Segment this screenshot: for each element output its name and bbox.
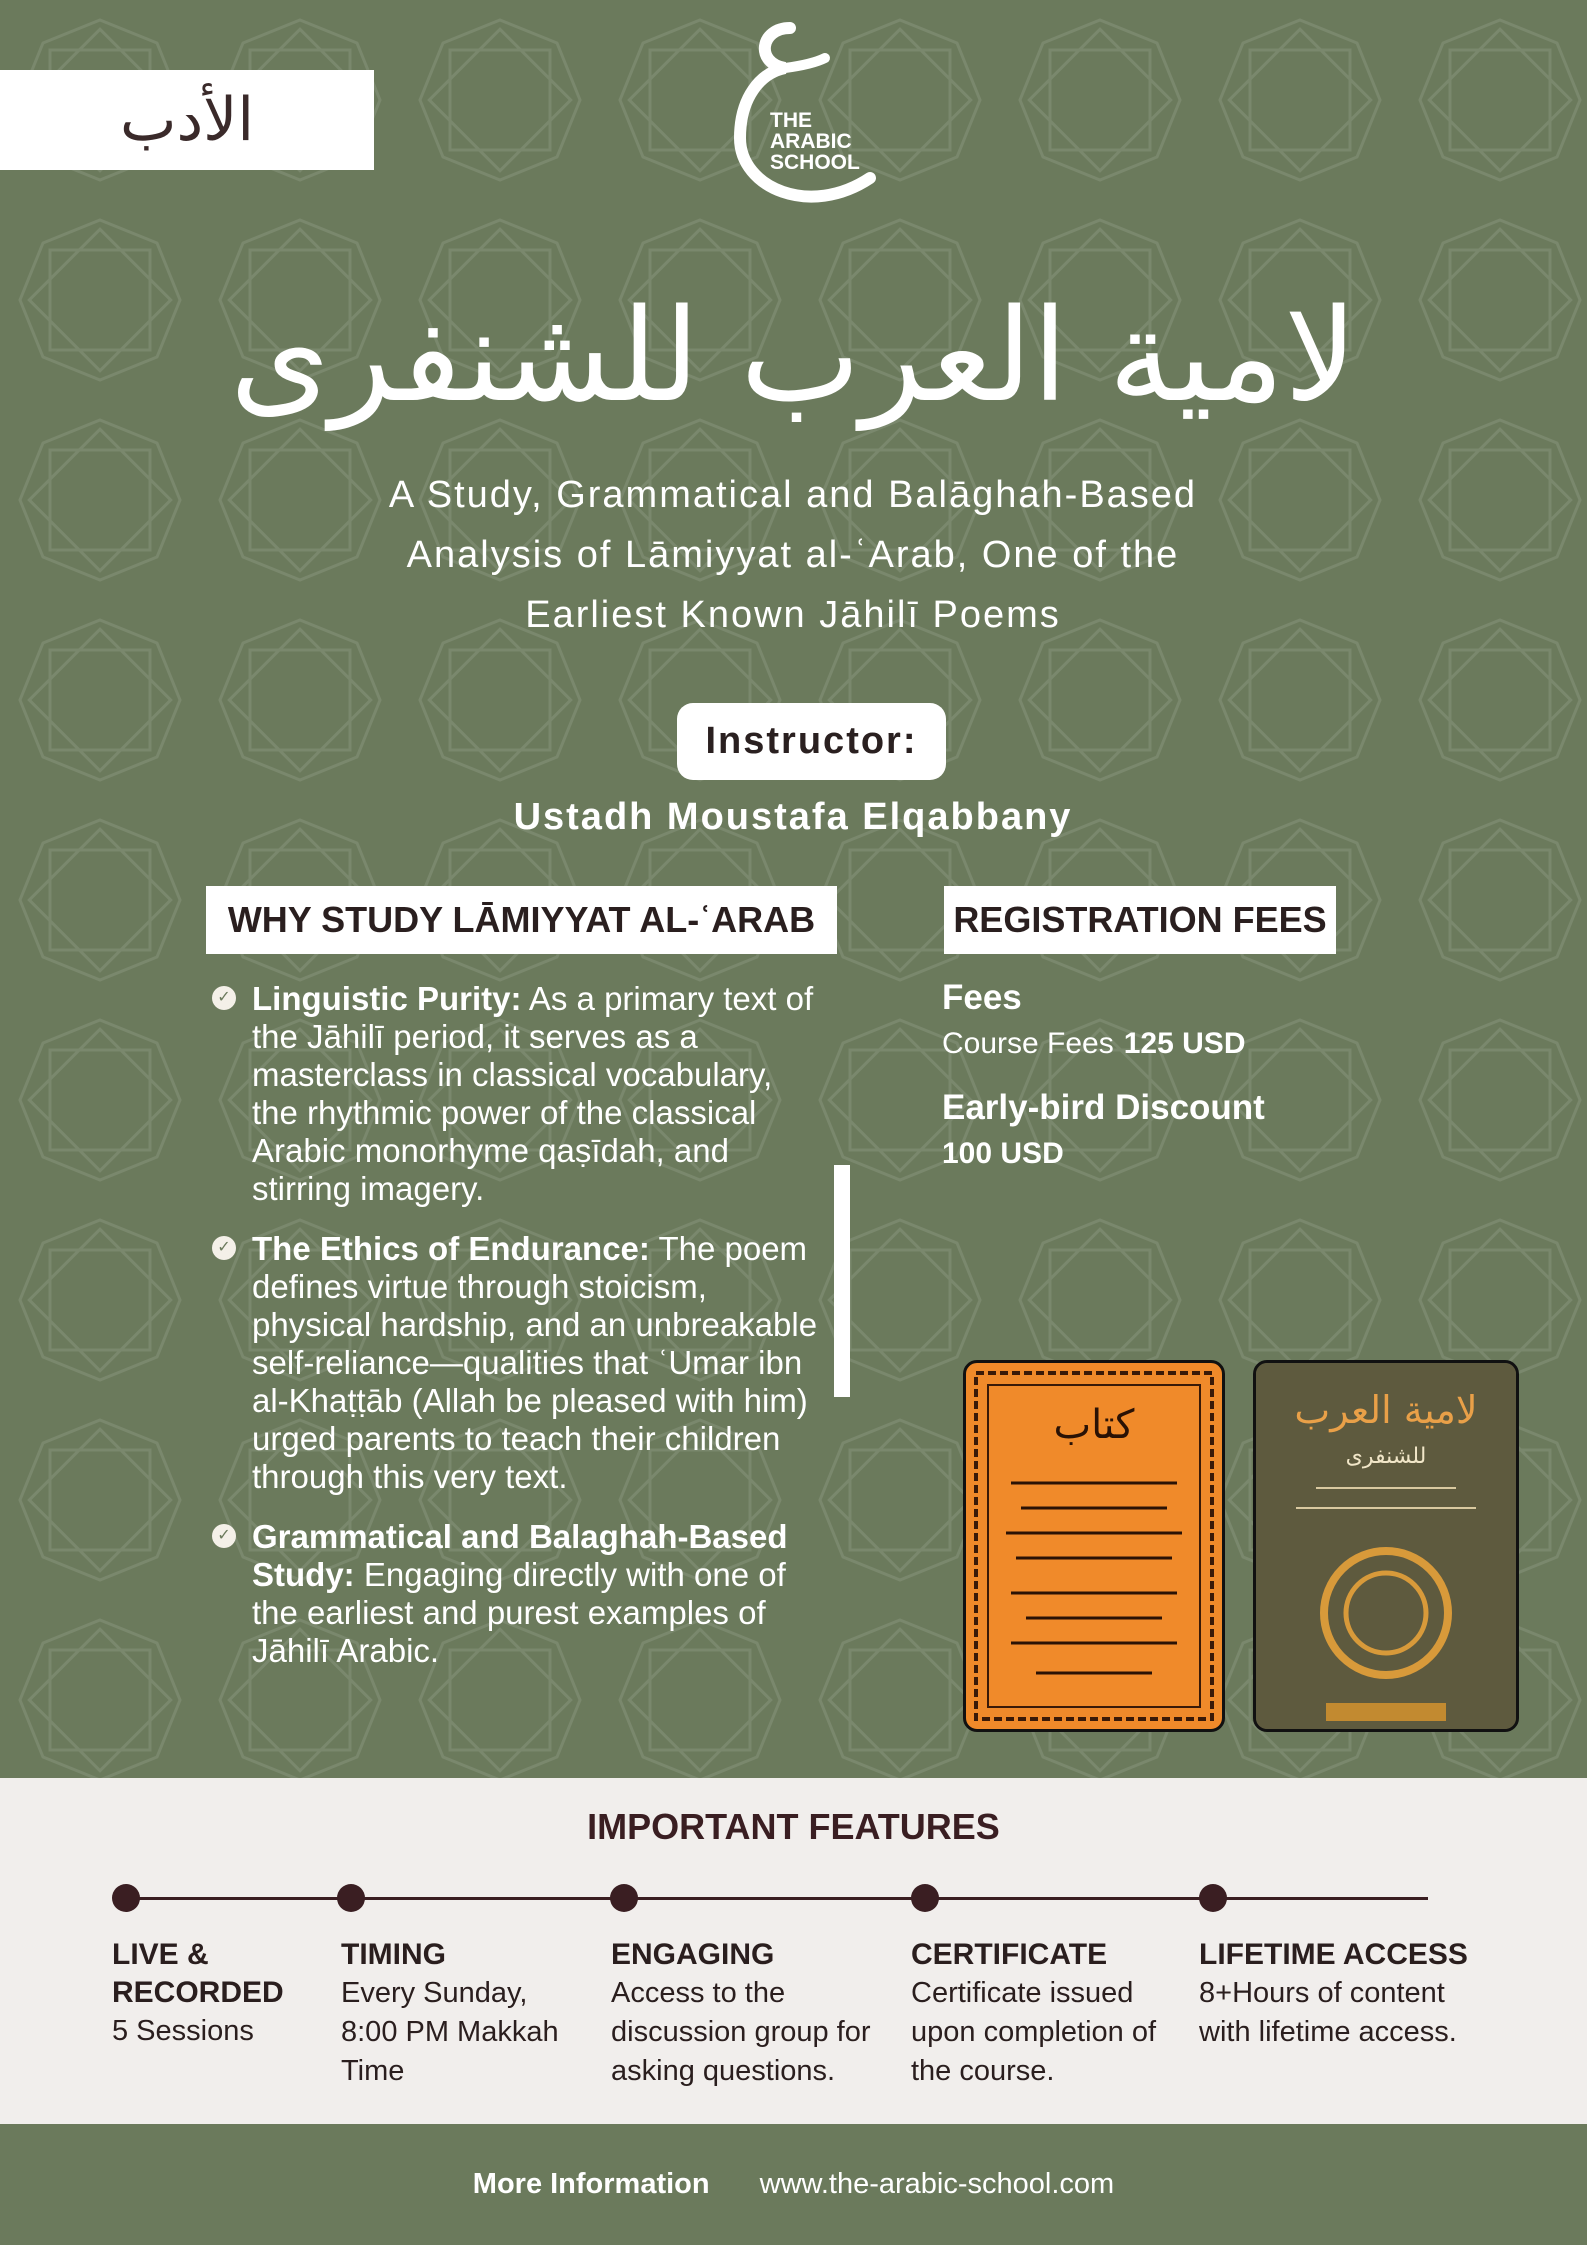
- list-item: [206, 1518, 826, 1670]
- why-item-text: As a primary text of the Jāhilī period, it serves as a masterclass in classical vocabulary, the rhythmic power of the classical Arabic monorhyme qaṣīdah, and stirring imagery.: [252, 980, 814, 1207]
- why-study-list: [206, 980, 826, 1692]
- feature-desc: Access to the discussion group for asking questions.: [611, 1977, 871, 2087]
- registration-fees-heading: REGISTRATION FEES: [944, 886, 1336, 954]
- course-fees-value: 125 USD: [1123, 1027, 1246, 1060]
- why-study-heading: WHY STUDY LĀMIYYAT AL-ʿARAB: [206, 886, 837, 954]
- check-icon: ✓: [212, 986, 236, 1010]
- features-heading: IMPORTANT FEATURES: [587, 1806, 1000, 1847]
- feature-desc: 5 Sessions: [112, 2015, 254, 2047]
- fees-block: [942, 975, 1392, 1177]
- early-bird-value: 100 USD: [942, 1137, 1064, 1170]
- why-item-title: The Ethics of Endurance:: [252, 1230, 650, 1267]
- timeline-dot: [1199, 1884, 1227, 1912]
- feature-certificate: [911, 1936, 1171, 2091]
- vertical-divider: [834, 1165, 850, 1397]
- timeline-dot: [112, 1884, 140, 1912]
- feature-title: ENGAGING: [611, 1938, 775, 1971]
- book2-title: لامية العرب: [1294, 1388, 1478, 1432]
- course-fees-line: [942, 1021, 1392, 1067]
- feature-desc: Every Sunday, 8:00 PM Makkah Time: [341, 1977, 559, 2087]
- timeline-dot: [911, 1884, 939, 1912]
- website-link[interactable]: www.the-arabic-school.com: [759, 2168, 1115, 2200]
- important-features-section: [0, 1778, 1587, 2124]
- why-item-title: Linguistic Purity:: [252, 980, 522, 1017]
- book2-subtitle: للشنفرى: [1345, 1444, 1427, 1469]
- book-cover-sharh: [963, 1360, 1225, 1732]
- book-cover-art: [966, 1363, 1222, 1729]
- more-information-label: More Information: [472, 2168, 710, 2200]
- feature-desc: 8+Hours of content with lifetime access.: [1199, 1977, 1457, 2048]
- feature-lifetime-access: [1199, 1936, 1499, 2052]
- logo-wordmark: [770, 110, 900, 173]
- timeline-line: [126, 1897, 1428, 1900]
- why-item-text: Engaging directly with one of the earliest and purest examples of Jāhilī Arabic.: [252, 1556, 786, 1669]
- instructor-name: Ustadh Moustafa Elqabbany: [513, 796, 1073, 838]
- book-cover-lamiyyat: [1253, 1360, 1519, 1732]
- course-subtitle: A Study, Grammatical and Balāghah-Based Analysis of Lāmiyyat al-ʿArab, One of the Earliest Known Jāhilī Poems: [388, 474, 1198, 636]
- logo-line-3: SCHOOL: [770, 151, 860, 174]
- feature-engaging: [611, 1936, 901, 2091]
- check-icon: ✓: [212, 1236, 236, 1260]
- why-item-text: The poem defines virtue through stoicism, physical hardship, and an unbreakable self-reliance—qualities that ʿUmar ibn al-Khaṭṭāb (Allah be pleased with him) urged parents to teach their children through this very text.: [252, 1230, 818, 1495]
- early-bird-label: Early-bird Discount: [942, 1088, 1265, 1127]
- footer: [0, 2124, 1587, 2245]
- timeline-dot: [610, 1884, 638, 1912]
- feature-timing: [341, 1936, 591, 2091]
- arabic-title: لامية العرب للشنفرى: [229, 282, 1358, 431]
- logo-line-1: THE: [770, 109, 812, 132]
- course-fees-label: Course Fees: [942, 1027, 1114, 1060]
- feature-live-recorded: [112, 1936, 312, 2051]
- feature-title: LIFETIME ACCESS: [1199, 1938, 1468, 1971]
- why-item-title: Grammatical and Balaghah-Based Study:: [252, 1518, 788, 1593]
- feature-title: LIVE & RECORDED: [112, 1938, 284, 2009]
- logo-line-2: ARABIC: [770, 130, 852, 153]
- list-item: [206, 1230, 826, 1496]
- feature-desc: Certificate issued upon completion of the course.: [911, 1977, 1157, 2087]
- category-tag: الأدب: [0, 70, 374, 170]
- fees-label: Fees: [942, 978, 1022, 1017]
- list-item: [206, 980, 826, 1208]
- book1-title: كتاب: [1053, 1402, 1135, 1448]
- instructor-label: Instructor:: [677, 703, 946, 780]
- feature-title: TIMING: [341, 1938, 446, 1971]
- feature-title: CERTIFICATE: [911, 1938, 1108, 1971]
- check-icon: ✓: [212, 1524, 236, 1548]
- timeline-dot: [337, 1884, 365, 1912]
- book-cover-art-2: [1256, 1363, 1516, 1729]
